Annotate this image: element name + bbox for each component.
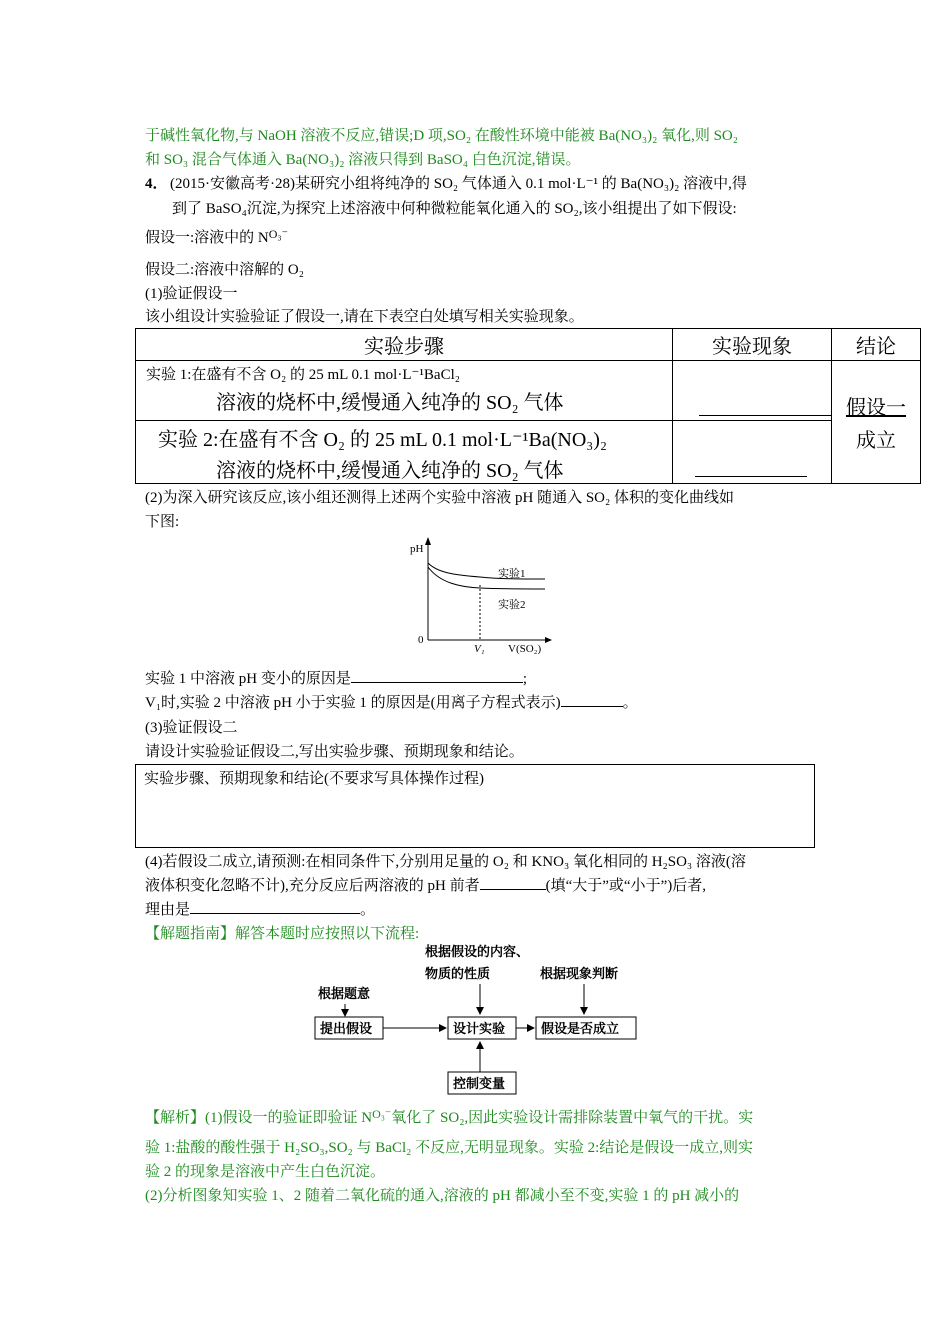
flow-note-3: 根据现象判断 [540,967,619,982]
series-label-1: 实验1 [498,568,526,580]
exp2-phenomenon-cell [673,421,832,484]
exp2-cell [136,421,673,484]
analysis-line-1b: 氧化了 SO₂,因此实验设计需排除装置中氧气的干扰。实 [391,1110,754,1126]
part1-title: (1)验证假设一 [145,286,238,302]
analysis-line-1 [145,1106,753,1127]
header-phenomenon: 实验现象 [673,329,832,361]
part2-q2-end: 。 [622,695,638,711]
conclusion-line-2: 成立 [856,430,896,452]
part2-q1-end: ; [522,671,528,687]
experiment-table [135,328,921,484]
exp2-answer-blank[interactable] [695,475,807,477]
part3-box-header: 实验步骤、预期现象和结论(不要求写具体操作过程) [144,771,484,787]
hypothesis-1 [145,226,288,247]
exp1-line-2: 溶液的烧杯中,缓慢通入纯净的 SO₂ 气体 [216,392,564,414]
analysis-line-3: 验 2 的现象是溶液中产生白色沉淀。 [145,1164,386,1180]
intro-line-1: 于碱性氧化物,与 NaOH 溶液不反应,错误;D 项,SO₂ 在酸性环境中能被 Ba(NO₃)₂ 氧化,则 SO₂ [145,128,738,144]
part2-q1-text: 实验 1 中溶液 pH 变小的原因是 [145,671,351,687]
exp2-line-2: 溶液的烧杯中,缓慢通入纯净的 SO₂ 气体 [216,460,564,482]
header-steps: 实验步骤 [136,329,673,361]
y-axis-arrow [425,537,431,545]
flow-box-2-text: 设计实验 [453,1022,506,1037]
flow-box-3-text: 假设是否成立 [541,1022,620,1037]
guide-label: 【解题指南】解答本题时应按照以下流程: [145,926,420,942]
v1-label: V₁ [474,643,485,655]
flow-box-1-text: 提出假设 [320,1022,373,1037]
analysis-nitrate-ion: O₃⁻ [372,1107,392,1121]
y-axis-label: pH [410,543,424,555]
flow-box-4-text: 控制变量 [453,1077,506,1092]
analysis-line-1a: 【解析】(1)假设一的验证即验证 N [145,1110,373,1126]
part2-line-1: (2)为深入研究该反应,该小组还测得上述两个实验中溶液 pH 随通入 SO₂ 体积的变化曲线如 [145,490,734,506]
part4-line-1: (4)若假设二成立,请预测:在相同条件下,分别用足量的 O₂ 和 KNO₃ 氧化相同的 H₂SO₃ 溶液(溶 [145,854,746,870]
part3-answer-box[interactable] [135,764,815,848]
part1-desc: 该小组设计实验验证了假设一,请在下表空白处填写相关实验现象。 [145,309,584,325]
intro-line-2: 和 SO₃ 混合气体通入 Ba(NO₃)₂ 溶液只得到 BaSO₄ 白色沉淀,错误。 [145,152,581,168]
question-number: 4． [145,176,168,192]
hypothesis-1-text: 假设一:溶液中的 N [145,230,269,246]
part2-q2-text: V₁时,实验 2 中溶液 pH 小于实验 1 的原因是(用离子方程式表示) [145,695,561,711]
part2-line-2: 下图: [145,514,180,530]
exp1-line-1: 实验 1:在盛有不含 O₂ 的 25 mL 0.1 mol·L⁻¹BaCl₂ [146,367,460,383]
conclusion-line-1: 假设一 [846,397,906,419]
part4-blank-1[interactable] [480,875,546,890]
flow-diagram [300,940,650,1100]
origin-label: 0 [418,634,424,646]
question-line-1: (2015·安徽高考·28)某研究小组将纯净的 SO₂ 气体通入 0.1 mol·L⁻¹ 的 Ba(NO₃)₂ 溶液中,得 [170,176,747,192]
question-line-2: 到了 BaSO₄沉淀,为探究上述溶液中何种微粒能氧化通入的 SO₂,该小组提出了如下假设: [172,201,737,217]
conclusion-cell [832,361,921,484]
ph-chart [400,535,560,655]
part3-desc: 请设计实验验证假设二,写出实验步骤、预期现象和结论。 [145,744,524,760]
analysis-line-4: (2)分析图象知实验 1、2 随着二氧化硫的通入,溶液的 pH 都减小至不变,实验 1 的 pH 减小的 [145,1188,740,1204]
part4-line-3 [145,898,375,919]
part4-line-2 [145,874,706,895]
part4-line-3a: 理由是 [145,902,191,918]
series-line-1 [428,563,545,579]
flow-note-1: 根据假设的内容、 [425,945,530,960]
part4-line-2b: (填“大于”或“小于”)后者, [545,878,706,894]
flow-note-4: 根据题意 [318,987,371,1002]
hypothesis-2: 假设二:溶液中溶解的 O₂ [145,262,304,278]
nitrate-ion: O₃⁻ [268,227,288,241]
exp1-answer-blank[interactable] [699,414,831,416]
part2-q1-blank[interactable] [351,668,523,683]
exp2-line-1: 实验 2:在盛有不含 O₂ 的 25 mL 0.1 mol·L⁻¹Ba(NO₃)₂ [158,429,607,451]
part4-line-3b: 。 [360,902,376,918]
part2-q2-blank[interactable] [561,692,623,707]
header-conclusion: 结论 [832,329,921,361]
exp1-phenomenon-cell [673,361,832,421]
analysis-line-2: 验 1:盐酸的酸性强于 H₂SO₃,SO₂ 与 BaCl₂ 不反应,无明显现象。实验 2:结论是假设一成立,则实 [145,1140,754,1156]
x-axis-label: V(SO₂) [508,643,542,655]
exp1-cell [136,361,673,421]
part2-q2 [145,691,638,712]
series-label-2: 实验2 [498,599,526,611]
flow-note-2: 物质的性质 [425,967,491,982]
part4-blank-2[interactable] [190,899,360,914]
part4-line-2a: 液体积变化忽略不计),充分反应后两溶液的 pH 前者 [145,878,480,894]
part3-title: (3)验证假设二 [145,720,238,736]
x-axis-arrow [545,637,552,643]
part2-q1 [145,667,527,688]
